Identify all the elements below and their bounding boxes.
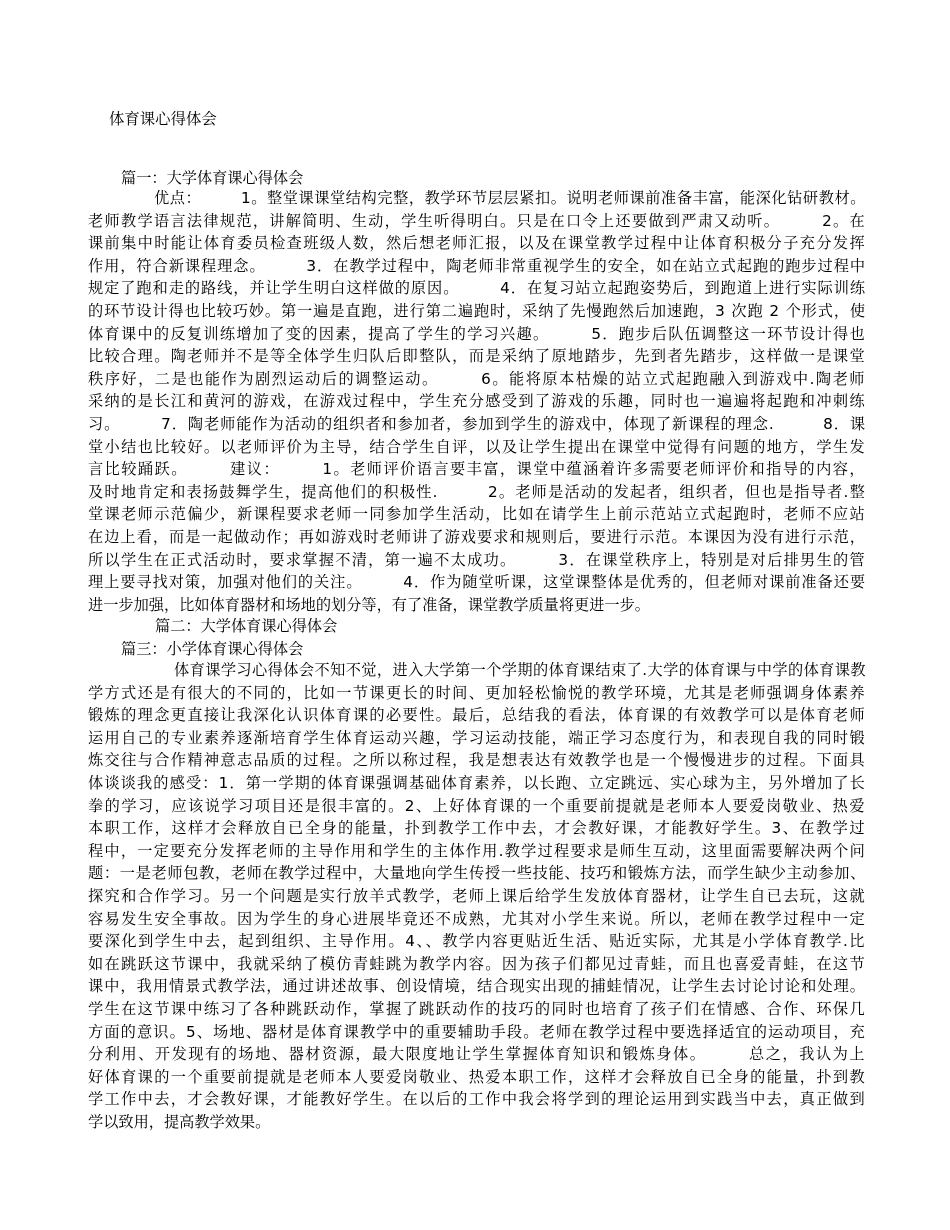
paragraph-line: 理上要寻找对策，加强对他们的关注。 4．作为随堂听课，这堂课整体是优秀的，但老师对课前准备还要 — [88, 573, 866, 592]
paragraph-line: 体育课中的反复训练增加了变的因素，提高了学生的学习兴趣。 5．跑步后队伍调整这一环节设计得也 — [88, 324, 866, 343]
paragraph-line: 题：一是老师包教，老师在教学过程中，大量地向学生传授一些技能、技巧和锻炼方法，而学生缺少主动参加、 — [88, 864, 866, 883]
paragraph-line: 学生在这节课中练习了各种跳跃动作，掌握了跳跃动作的技巧的同时也培育了孩子们在情感、合作、环保几 — [88, 999, 866, 1018]
section-3-heading: 篇三：小学体育课心得体会 — [121, 640, 304, 658]
paragraph-line: 秩序好，二是也能作为剧烈运动后的调整运动。 6。能将原本枯燥的站立式起跑融入到游戏中.陶老师 — [88, 369, 866, 388]
paragraph-line: 学以致用，提高教学效果。 — [88, 1112, 271, 1131]
paragraph-line: 学方式还是有很大的不同的，比如一节课更长的时间、更加轻松愉悦的教学环境，尤其是老师强调身体素养 — [88, 683, 866, 702]
paragraph-line: 及时地肯定和表扬鼓舞学生，提高他们的积极性. 2。老师是活动的发起者，组织者，但也是指导者.整 — [88, 482, 866, 501]
paragraph-line: 采纳的是长江和黄河的游戏，在游戏过程中，学生充分感受到了游戏的乐趣，同时也一遍遍将起跑和冲刺练 — [88, 392, 866, 411]
paragraph-line: 言比较踊跃。 建议： 1。老师评价语言要丰富，课堂中蕴涵着许多需要老师评价和指导的内容， — [88, 460, 866, 479]
section-3-body — [88, 659, 866, 1133]
paragraph-line: 学工作中去，才会教好课，才能教好学生。在以后的工作中我会将学到的理论运用到实践当中去，真正做到 — [88, 1090, 866, 1109]
paragraph-line: 作用，符合新课程理念。 3．在教学过程中，陶老师非常重视学生的安全，如在站立式起跑的跑步过程中 — [88, 256, 866, 275]
paragraph-line: 课前集中时能让体育委员检查班级人数，然后想老师汇报，以及在课堂教学过程中让体育积极分子充分发挥 — [88, 234, 866, 253]
paragraph-line: 探究和合作学习。另一个问题是实行放羊式教学，老师上课后给学生发放体育器材，让学生自已去玩，这就 — [88, 886, 866, 905]
paragraph-line: 运用自己的专业素养逐渐培育学生体育运动兴趣，学习运动技能，端正学习态度行为，和表现自我的同时锻 — [88, 728, 866, 747]
paragraph-line: 进一步加强，比如体育器材和场地的划分等，有了准备，课堂教学质量将更进一步。 — [88, 595, 650, 614]
paragraph-line: 堂课老师示范偏少，新课程要求老师一同参加学生活动，比如在请学生上前示范站立式起跑时，老师不应站 — [88, 505, 866, 524]
paragraph-line: 优点： 1。整堂课课堂结构完整，教学环节层层紧扣。说明老师课前准备丰富，能深化钻研教材。 — [154, 189, 866, 207]
section-2-heading: 篇二：大学体育课心得体会 — [155, 617, 338, 635]
paragraph-line: 容易发生安全事故。因为学生的身心进展毕竟还不成熟，尤其对小学生来说。所以，老师在教学过程中一定 — [88, 909, 866, 928]
section-1-heading: 篇一：大学体育课心得体会 — [121, 169, 304, 187]
document-title: 体育课心得体会 — [109, 110, 217, 128]
paragraph-line: 程中，一定要充分发挥老师的主导作用和学生的主体作用.教学过程要求是师生互动，这里面需要解决两个问 — [88, 841, 866, 860]
paragraph-line: 分利用、开发现有的场地、器材资源，最大限度地让学生掌握体育知识和锻炼身体。 总之，我认为上 — [88, 1045, 866, 1064]
paragraph-line: 好体育课的一个重要前提就是老师本人要爱岗敬业、热爱本职工作，这样才会释放自已全身的能量，扑到教 — [88, 1067, 866, 1086]
paragraph-line: 在边上看，而是一起做动作；再如游戏时老师讲了游戏要求和规则后，要进行示范。本课因为没有进行示范， — [88, 527, 866, 546]
paragraph-line: 体谈谈我的感受：1．第一学期的体育课强调基础体育素养，以长跑、立定跳远、实心球为主，另外增加了长 — [88, 773, 866, 792]
paragraph-line: 规定了跑和走的路线，并让学生明白这样做的原因。 4．在复习站立起跑姿势后，到跑道上进行实际训练 — [88, 279, 866, 298]
paragraph-line: 拳的学习，应该说学习项目还是很丰富的。2、上好体育课的一个重要前提就是老师本人要爱岗敬业、热爱 — [88, 796, 866, 815]
paragraph-line: 方面的意识。5、场地、器材是体育课教学中的重要辅助手段。老师在教学过程中要选择适宜的运动项目，充 — [88, 1022, 866, 1041]
paragraph-line: 锻炼的理念更直接让我深化认识体育课的必要性。最后，总结我的看法，体育课的有效教学可以是体育老师 — [88, 706, 866, 725]
section-1-body — [88, 187, 866, 616]
paragraph-line: 的环节设计得也比较巧妙。第一遍是直跑，进行第二遍跑时，采纳了先慢跑然后加速跑，3 次跑 2 个形式，使 — [88, 301, 866, 320]
paragraph-line: 堂小结也比较好。以老师评价为主导，结合学生自评，以及让学生提出在课堂中觉得有问题的地方，学生发 — [88, 437, 866, 456]
paragraph-line: 老师教学语言法律规范，讲解简明、生动，学生听得明白。只是在口令上还要做到严肃又动听。 2。在 — [88, 211, 866, 230]
paragraph-line: 如在跳跃这节课中，我就采纳了模仿青蛙跳为教学内容。因为孩子们都见过青蛙，而且也喜爱青蛙，在这节 — [88, 954, 866, 973]
paragraph-line: 要深化到学生中去，起到组织、主导作用。4、、教学内容更贴近生活、贴近实际，尤其是小学体育教学.比 — [88, 932, 866, 951]
paragraph-line: 炼交往与合作精神意志品质的过程。之所以称过程，我是想表达有效教学也是一个慢慢进步的过程。下面具 — [88, 751, 866, 770]
paragraph-line: 比较合理。陶老师并不是等全体学生归队后即整队，而是采纳了原地踏步，先到者先踏步，这样做一是课堂 — [88, 347, 866, 366]
paragraph-line: 课中，我用情景式教学法，通过讲述故事、创设情境，结合现实出现的捕蛙情况，让学生去讨论讨论和处理。 — [88, 977, 866, 996]
paragraph-line: 习。 7．陶老师能作为活动的组织者和参加者，参加到学生的游戏中，体现了新课程的理念. 8．课 — [88, 414, 866, 433]
paragraph-line: 体育课学习心得体会不知不觉，进入大学第一个学期的体育课结束了.大学的体育课与中学的体育课教 — [174, 661, 866, 679]
paragraph-line: 所以学生在正式活动时，要求掌握不清，第一遍不太成功。 3．在课堂秩序上，特别是对后排男生的管 — [88, 550, 866, 569]
paragraph-line: 本职工作，这样才会释放自已全身的能量，扑到教学工作中去，才会教好课，才能教好学生。3、在教学过 — [88, 819, 866, 838]
